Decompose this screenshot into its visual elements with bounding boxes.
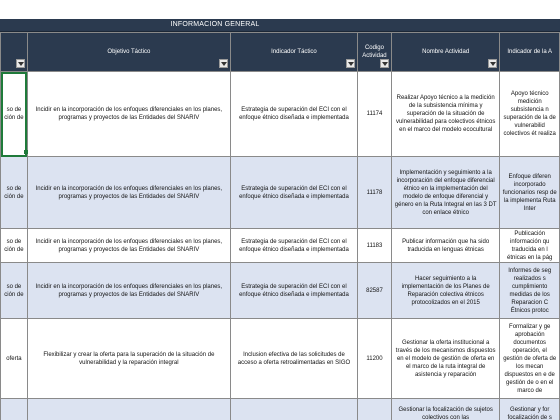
table-row [1, 229, 560, 263]
table-row [1, 72, 560, 157]
column-header-objetivo[interactable]: Objetivo Táctico [27, 33, 230, 72]
table-cell[interactable]: so de ción de [1, 263, 28, 319]
filter-dropdown-icon[interactable] [219, 59, 228, 68]
filter-dropdown-icon[interactable] [380, 59, 389, 68]
header-row [1, 33, 560, 72]
table-cell[interactable]: Gestionar la oferta institucional a través de los mecanismos dispuestos en el modelo de gestión de oferta en el marco de la ruta integral de asistencia y reparación [391, 319, 500, 399]
selection-fill-handle[interactable] [24, 150, 28, 154]
table-cell[interactable] [1, 399, 28, 420]
table-cell[interactable]: so de ción de [1, 157, 28, 229]
data-table [0, 32, 560, 420]
table-row [1, 263, 560, 319]
table-cell[interactable]: Gestionar y for focalización de s [500, 399, 560, 420]
table-cell[interactable] [358, 399, 392, 420]
table-cell[interactable]: Estrategia de superación del ECI con el enfoque étnico diseñada e implementada [230, 157, 357, 229]
table-cell[interactable]: Estrategia de superación del ECI con el enfoque étnico diseñada e implementada [230, 229, 357, 263]
section-banner [0, 19, 560, 32]
table-cell[interactable]: Flexibilizar y crear la oferta para la superación de la situación de vulnerabilidad y la reparación integral [27, 319, 230, 399]
table-cell[interactable]: Publicación información qu traducida en l étnicas en la pág [500, 229, 560, 263]
table-cell[interactable]: 11200 [358, 319, 392, 399]
table-cell[interactable]: so de ción de [1, 229, 28, 263]
table-cell[interactable]: Realizar Apoyo técnico a la medición de la subsistencia mínima y superación de la situación de vulnerabilidad para colectivos étnicos en el marco del modelo ecocultural [391, 72, 500, 157]
table-cell[interactable]: Estrategia de superación del ECI con el enfoque étnico diseñada e implementada [230, 263, 357, 319]
table-cell[interactable]: Formalizar y ge aprobación documentos operación, el gestión de oferta de los mecan dispuestos en e de gestión de o en el marco de [500, 319, 560, 399]
table-row [1, 157, 560, 229]
section-title: INFORMACION GENERAL [170, 21, 260, 28]
table-cell[interactable]: oferta [1, 319, 28, 399]
table-row [1, 319, 560, 399]
column-header-indicador[interactable]: Indicador Táctico [230, 33, 357, 72]
table-cell[interactable]: so de ción de [1, 72, 28, 157]
table-cell[interactable]: 11174 [358, 72, 392, 157]
column-header-indicador-actividad[interactable]: Indicador de la A [500, 33, 560, 72]
filter-dropdown-icon[interactable] [488, 59, 497, 68]
table-cell[interactable]: Incidir en la incorporación de los enfoques diferenciales en los planes, programas y proyectos de las Entidades del SNARIV [27, 72, 230, 157]
table-cell[interactable]: Hacer seguimiento a la implementación de los Planes de Reparación colectiva étnicos protocolizados en el 2015 [391, 263, 500, 319]
table-cell[interactable]: 11178 [358, 157, 392, 229]
column-header-nombre[interactable]: Nombre Actividad [391, 33, 500, 72]
column-header-codigo[interactable]: Codigo Actividad [358, 33, 392, 72]
table-cell[interactable]: Enfoque diferen incorporado funcionarios resp de la implementa Ruta Inter [500, 157, 560, 229]
table-cell[interactable] [230, 399, 357, 420]
table-cell[interactable] [27, 399, 230, 420]
column-header-0[interactable] [1, 33, 28, 72]
table-cell[interactable]: Publicar información que ha sido traducida en lenguas étnicas [391, 229, 500, 263]
table-cell[interactable]: Estrategia de superación del ECI con el enfoque étnico diseñada e implementada [230, 72, 357, 157]
filter-dropdown-icon[interactable] [16, 59, 25, 68]
table-cell[interactable]: Inclusion efectiva de las solicitudes de acceso a oferta retroalimentadas en SIGO [230, 319, 357, 399]
table-cell[interactable]: 11183 [358, 229, 392, 263]
table-cell[interactable]: Incidir en la incorporación de los enfoques diferenciales en los planes, programas y proyectos de las Entidades del SNARIV [27, 263, 230, 319]
table-cell[interactable]: Incidir en la incorporación de los enfoques diferenciales en los planes, programas y proyectos de las Entidades del SNARIV [27, 157, 230, 229]
table-cell[interactable]: Informes de seg realizados s cumplimiento medidas de los Reparacion C Étnicos protoc [500, 263, 560, 319]
table-cell[interactable]: 82587 [358, 263, 392, 319]
table-cell[interactable]: Gestionar la focalización de sujetos colectivos con las [391, 399, 500, 420]
filter-dropdown-icon[interactable] [346, 59, 355, 68]
table-cell[interactable]: Apoyo técnico medición subsistencia n superación de la de vulnerabilid colectivos ét realiza [500, 72, 560, 157]
table-cell[interactable]: Incidir en la incorporación de los enfoques diferenciales en los planes, programas y proyectos de las Entidades del SNARIV [27, 229, 230, 263]
table-cell[interactable]: Implementación y seguimiento a la incorporación del enfoque diferencial étnico en la implementación del modelo de enfoque diferencial y género en la Ruta Integral en las 3 DT con enlace étnico [391, 157, 500, 229]
frozen-top-row[interactable] [0, 0, 560, 19]
table-row [1, 399, 560, 420]
